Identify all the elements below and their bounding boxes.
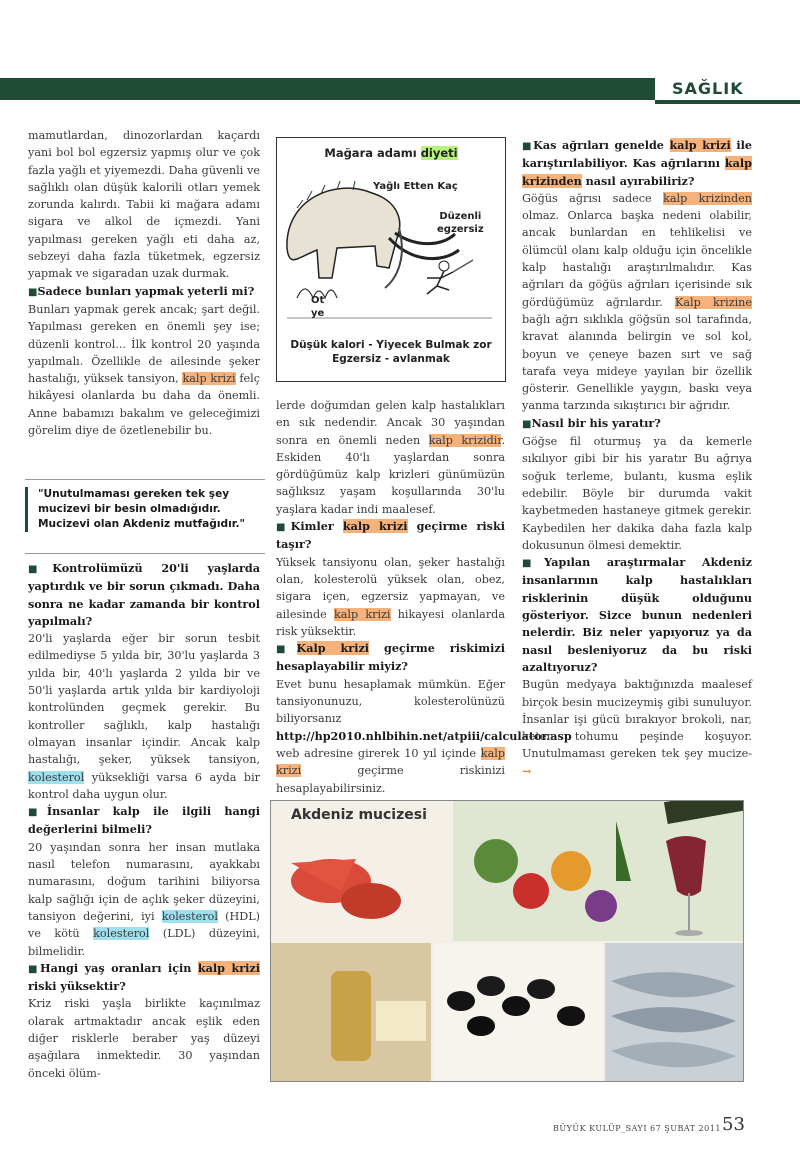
- quote-rule-bottom: [25, 553, 265, 554]
- paragraph: 20'li yaşlarda eğer bir sorun tesbit edilmediyse 5 yılda bir, 30'lu yaşlarda 3 yılda bir, 40'lı yaşlarda 2 yılda bir ve 50'li yaşlarda artık yılda bir kardiyoloji kontrolünden geçmek gerekir. Bu kontroller sağlıklı, kalp hastalığı olmayan insanlar içindir. Ancak kalp hastalığı, şeker, yüksek tansiyon, kolesterol yüksekliği varsa 6 ayda bir kontrol daha uygun olur.: [28, 632, 260, 801]
- question-heading: ■ Kimler kalp krizi geçirme riski taşır?: [276, 518, 505, 554]
- column-3: [522, 137, 752, 780]
- cartoon-label: Düzenli egzersiz: [437, 211, 484, 235]
- highlight: kalp krizinden: [663, 191, 752, 205]
- footer-text: BÜYÜK KULÜP_SAYI 67 ŞUBAT 2011: [553, 1124, 721, 1133]
- column-2: [276, 397, 572, 797]
- paragraph: lerde doğumdan gelen kalp hastalıkları en sık nedendir. Ancak 30 yaşından sonra en önemli neden kalp krizidir. Eskiden 40'lı yaşlardan sonra gördüğümüz kalp krizleri günümüzün sağlıksız yaşam koşullarında 30'lu yaşlara kadar indi maalesef.: [276, 399, 505, 516]
- highlight: kolesterol: [93, 927, 150, 941]
- column-1-top: [28, 127, 260, 439]
- food-collage: [270, 800, 744, 1082]
- paragraph: Yüksek tansiyonu olan, şeker hastalığı olan, kolesterolü yüksek olan, obez, sigara içen, egzersiz yapmayan, ve ailesinde kalp krizi hikayesi olanlarda risk yüksektir.: [276, 555, 505, 638]
- question-heading: ■ Kalp krizi geçirme riskimizi hesaplayabilir miyiz?: [276, 640, 505, 676]
- question-heading: ■ Kas ağrıları genelde kalp krizi ile karıştırılabiliyor. Kas ağrılarını kalp krizinden nasıl ayırabiliriz?: [522, 137, 752, 190]
- paragraph: Göğüs ağrısı sadece kalp krizinden olmaz. Onlarca başka nedeni olabilir, ancak bunlardan en tehlikelisi ve ölümcül olanı kalp olduğu için öncelikle kalp hastalığı araştırılmalıdır. Kas ağrıları da göğüs ağrıları içerisinde sık gördüğümüz ağrılardır. Kalp krizine bağlı ağrı sıklıkla göğsün sol tarafında, kravat alanında belirgin ve sol kol, boyun ve çeneye bazen sırt ve sağ tarafa veya mideye yayılan bir özellik gösterir. Genellikle yaygın, baskı veya yanma tarzında sıkıştırıcı bir ağrıdır.: [522, 191, 753, 413]
- paragraph: Bugün medyaya baktığınızda maalesef birçok besin mucizeymiş gibi sunuluyor. İnsanlar işi gücü bırakıyor brokoli, nar, keten tohumu peşinde koşuyor. Unutulmaması gereken tek şey mucize- →: [522, 678, 752, 778]
- highlight: kalp krizi: [669, 138, 731, 152]
- continue-arrow-icon: →: [522, 763, 532, 778]
- column-1-bottom: [28, 560, 260, 1082]
- highlight: kolesterol: [161, 909, 218, 923]
- page-number: 53: [722, 1114, 745, 1135]
- paragraph: Göğse fil oturmuş ya da kemerle sıkılıyor gibi bir his yaratır Bu ağrıya soğuk terleme, bulantı, kusma eşlik edebilir. Böyle bir durumda vakit kaybetmeden hastaneye gitmek gerekir. Kaybedilen her dakika daha fazla kalp dokusunun ölmesi demektir.: [522, 435, 752, 552]
- highlight: kalp krizi: [182, 372, 236, 386]
- cartoon-caption: Düşük kalori - Yiyecek Bulmak zor Egzersiz - avlanmak: [290, 339, 492, 365]
- highlight: Kalp krizi: [296, 641, 370, 656]
- quote-rule-top: [25, 479, 265, 480]
- cartoon-title: Mağara adamı diyeti: [324, 146, 458, 160]
- calculator-link[interactable]: http://hp2010.nhlbihin.net/atpiii/calculator.asp: [276, 728, 572, 743]
- collage-title: Akdeniz mucizesi: [291, 807, 427, 823]
- cartoon-label: Yağlı Etten Kaç: [373, 181, 458, 192]
- highlight: kalp krizi: [342, 519, 408, 534]
- question-heading: ■ Sadece bunları yapmak yeterli mi?: [28, 283, 260, 301]
- pull-quote: "Unutulmaması gereken tek şey mucizevi bir besin olmadığıdır. Mucizevi olan Akdeniz mutfağıdır.": [25, 487, 274, 532]
- paragraph: Kriz riski yaşla birlikte kaçınılmaz olarak artmaktadır ancak eşlik eden diğer risklerle beraber yaş düzeyi aşağılara inmektedir. 30 yaşından önceki ölüm-: [28, 997, 260, 1080]
- cartoon-label: Ot ye: [311, 295, 325, 319]
- question-heading: ■ Yapılan araştırmalar Akdeniz insanlarının kalp hastalıkları risklerinin düşük olduğunu gösteriyor. Sizce bunun nedenleri nelerdir. Biz neler yapıyoruz ya da nasıl besleniyoruz da bu riski azaltıyoruz?: [522, 554, 752, 676]
- cartoon-figure: [276, 137, 506, 382]
- food-illustration: [271, 801, 743, 1081]
- highlight: kalp krizi: [276, 746, 505, 778]
- question-heading: ■ Hangi yaş oranları için kalp krizi riski yüksektir?: [28, 960, 260, 996]
- paragraph: Evet bunu hesaplamak mümkün. Eğer tansiyonunuzu, kolesterolünüzü biliyorsanız http://hp2010.nhlbihin.net/atpiii/calculator.asp web adresine girerek 10 yıl içinde kalp krizi geçirme riskinizi hesaplayabilirsiniz.: [276, 677, 572, 795]
- highlight: Kalp krizine: [674, 295, 753, 309]
- question-heading: ■ Nasıl bir his yaratır?: [522, 415, 752, 433]
- question-heading: ■ İnsanlar kalp ile ilgili hangi değerlerini bilmeli?: [28, 803, 260, 839]
- paragraph: 20 yaşından sonra her insan mutlaka nasıl telefon numarasını, ayakkabı numarasını, doğum tarihini biliyorsa kalp sağlığı için de açlık şeker düzeyini, tansiyon değerini, iyi kolesterol (HDL) ve kötü kolesterol (LDL) düzeyini, bilmelidir.: [28, 840, 260, 958]
- section-title: SAĞLIK: [672, 79, 744, 98]
- highlight: kalp krizinden: [522, 156, 752, 188]
- question-heading: ■ Kontrolümüzü 20'li yaşlarda yaptırdık ve bir sorun çıkmadı. Daha sonra ne kadar zamanda bir kontrol yapılmalı?: [28, 560, 260, 630]
- highlight: kalp krizi: [333, 607, 391, 621]
- paragraph: mamutlardan, dinozorlardan kaçardı yani bol bol egzersiz yapmış olur ve çok fazla yağlı et yiyemezdi. Daha güvenli ve sağlıklı olan düşük kalorili otları yemek zorunda kalırdı. Tabii ki mağara adamı sigara ve alkol de içmezdi. Yani yapılması gereken yağlı eti daha az, sebzeyi daha fazla tüketmek, egzersiz yapmak ve sigaradan uzak durmak.: [28, 129, 260, 281]
- paragraph: Bunları yapmak gerek ancak; şart değil. Yapılması gereken en önemli şey ise; düzenli kontrol... İlk kontrol 20 yaşında yapılmalı. Özellikle de ailesinde şeker hastalığı, yüksek tansiyon, kalp krizi felç hikâyesi olanlarda bu daha da önemli. Anne babamızı bakalım ve geleceğimizi görelim diye de özetlenebilir bu.: [28, 302, 260, 438]
- highlight: kalp krizidir: [428, 433, 502, 447]
- highlight: kolesterol: [28, 770, 85, 784]
- highlight: kalp krizi: [197, 960, 260, 975]
